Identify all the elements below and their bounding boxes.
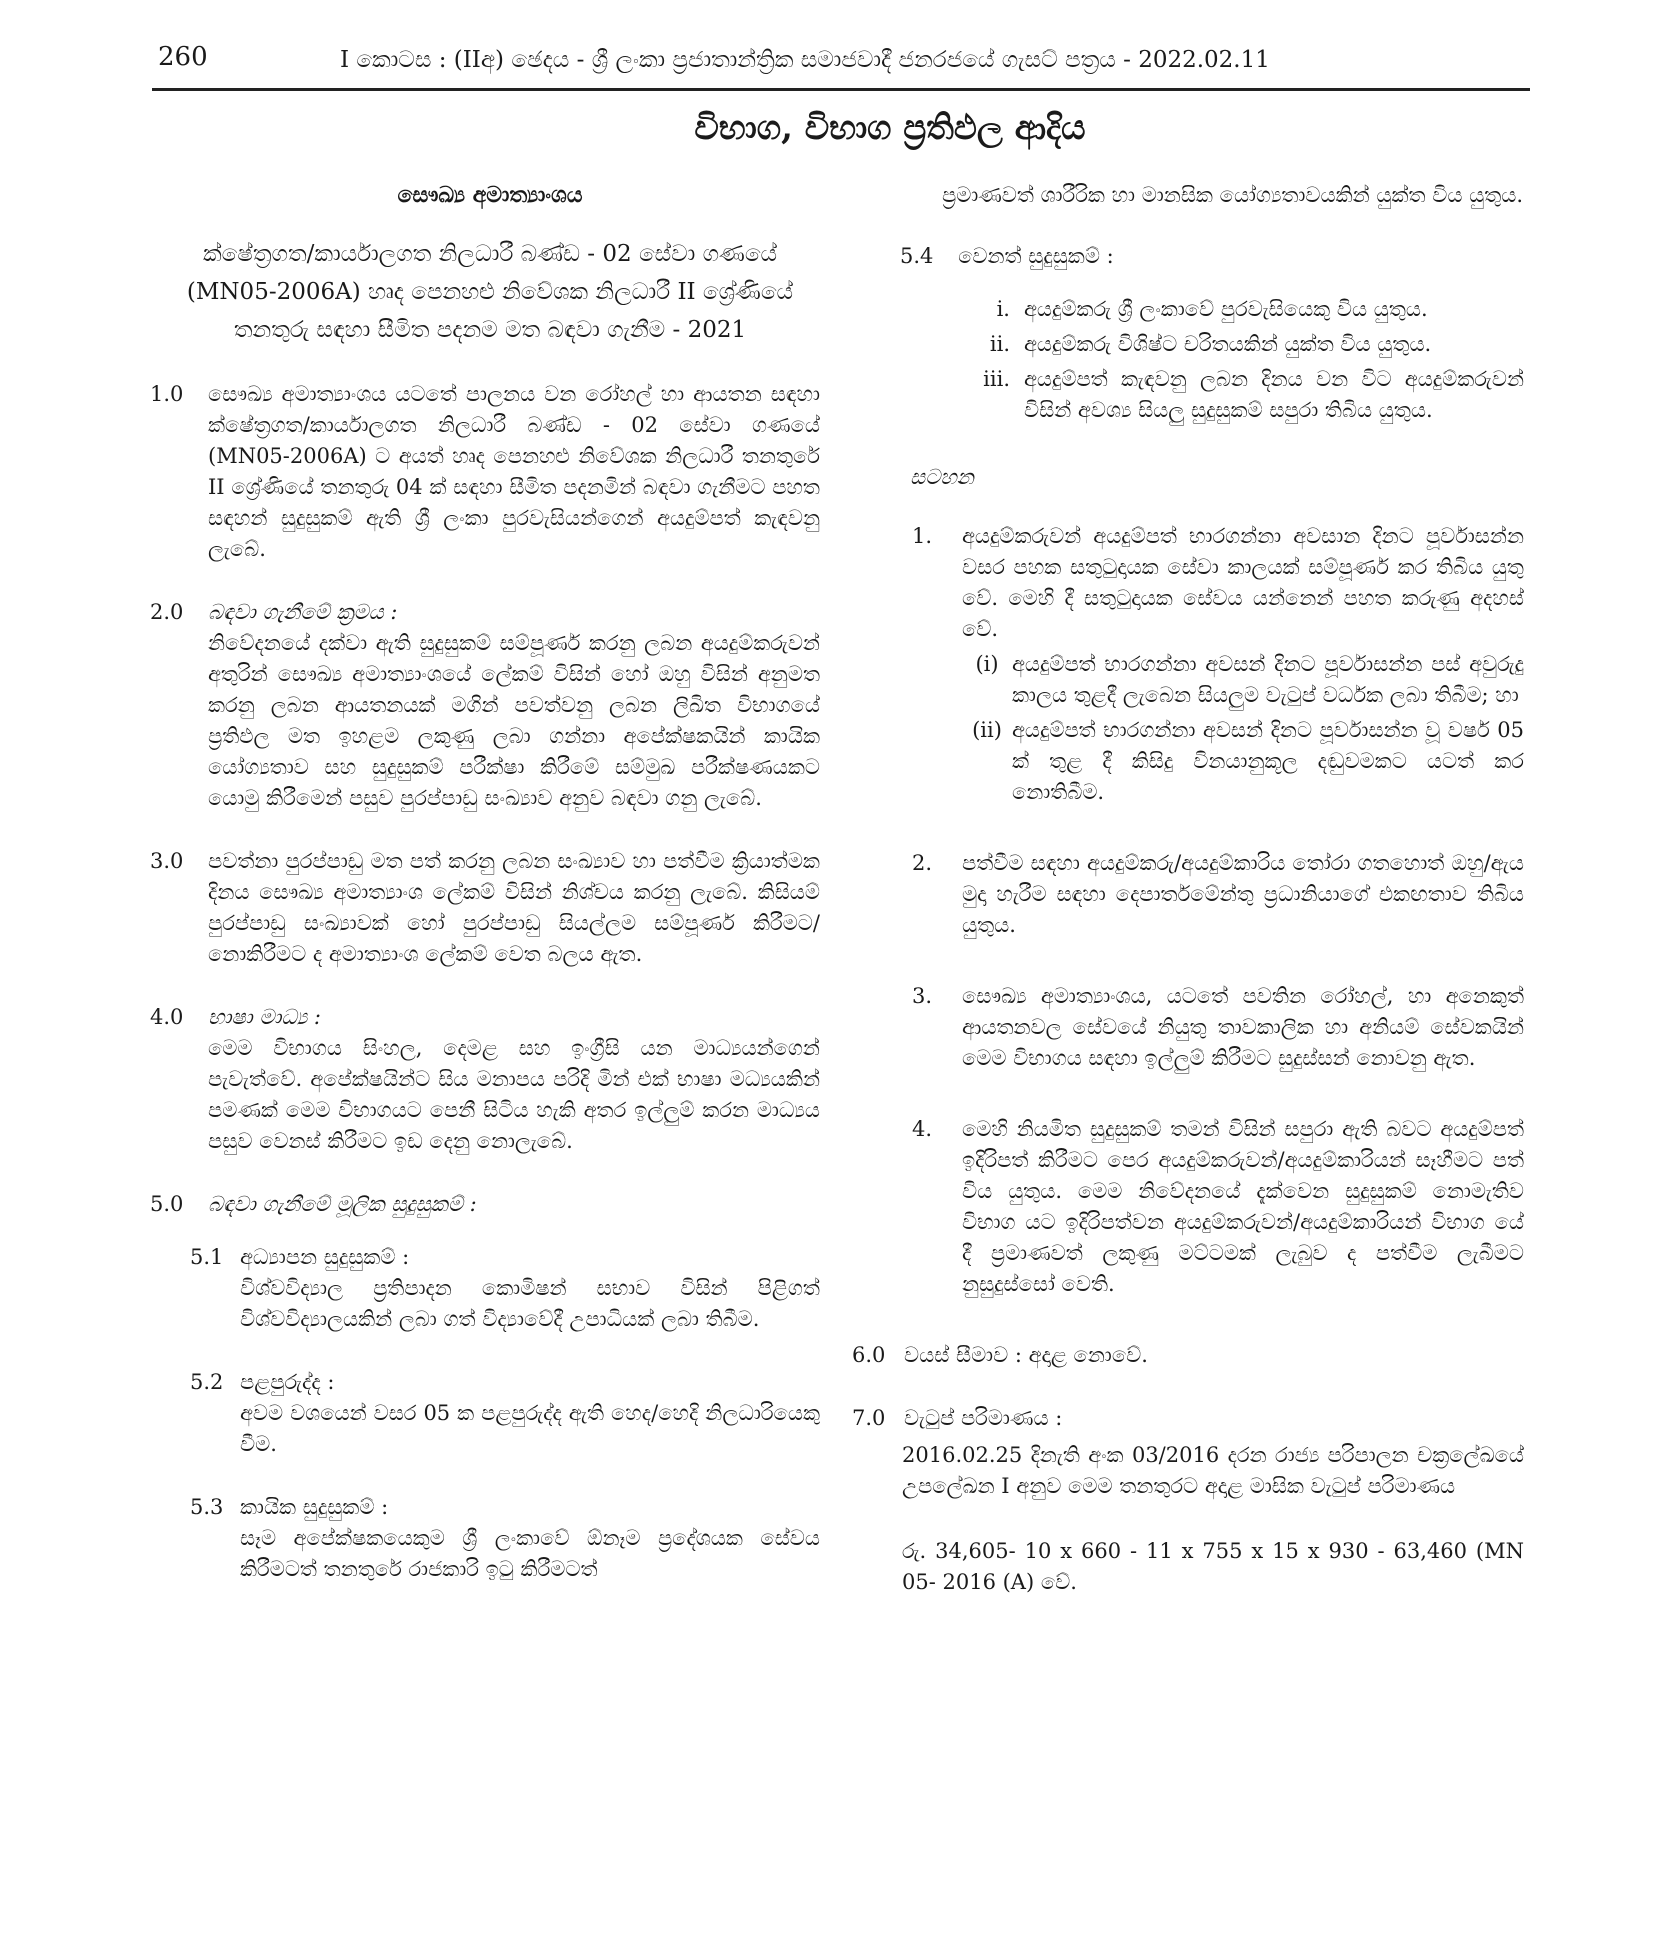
- list-numeral: i.: [996, 297, 1010, 321]
- note-text: අයදුම්කරුවන් අයදුම්පත් භාරගන්නා අවසාන දිනට පූර්වාසන්න වසර පහක සතුටුදායක සේවා කාලයක් සම්පූර්ණ කර තිබිය යුතු වේ. මෙහි දී සතුටුදායක සේවය යන්නෙන් පහත කරුණු අදහස් වේ.: [962, 524, 1524, 641]
- right-column: [852, 180, 1532, 1632]
- subitem-number: (ii): [972, 718, 1002, 742]
- salary-scale: රු. 34,605- 10 x 660 - 11 x 755 x 15 x 930 - 63,460 (MN 05- 2016 (A) වේ.: [902, 1539, 1524, 1594]
- note-number: 4.: [912, 1117, 933, 1141]
- para-label: බඳවා ගැනීමේ මූලික සුදුසුකම් :: [208, 1192, 477, 1216]
- note-text: සෞඛ්‍ය අමාත්‍යාංශය, යටතේ පවතින රෝහල්, හා අනෙකුත් ආයතනවල සේවයේ නියුතු තාවකාලික හා අනියම් සේවකයින් මෙම විභාගය සඳහා ඉල්ලුම් කිරීමට සුදුස්සන් නොවනු ඇත.: [962, 984, 1524, 1070]
- sub-heading: වෙනත් සුදුසුකම් :: [958, 244, 1114, 268]
- section-title: විභාග, විභාග ප්‍රතිඵල ආදිය: [694, 108, 1086, 148]
- note-4: [912, 1114, 1532, 1300]
- para-text: නිවේදනයේ දක්වා ඇති සුදුසුකම් සම්පූර්ණ කරනු ලබන අයදුම්කරුවන් අතුරින් සෞඛ්‍ය අමාත්‍යාංශයේ ලේකම් විසින් හෝ ඔහු විසින් අනුමත කරනු ලබන ආයතනයක් මගින් පවත්වනු ලබන ලිඛිත විභාගයේ ප්‍රතිඵල මත ඉහළම ලකුණු ලබා ගන්නා අපේක්ෂකයින් කායික යෝග්‍යතාව සහ සුදුසුකම් පරීක්ෂා කිරීමේ සම්මුඛ පරීක්ෂණයකට යොමු කිරීමෙන් පසුව පුරප්පාඩු සංඛ්‍යාව අනුව බඳවා ගනු ලැබේ.: [208, 631, 820, 810]
- list-item: [952, 364, 1532, 426]
- note-text: පත්වීම සඳහා අයදුම්කරු/අයදුම්කාරිය තෝරා ගතහොත් ඔහු/ඇය මුදා හැරීම සඳහා දෙපාර්තමේන්තු ප්‍රධානියාගේ එකඟතාව තිබිය යුතුය.: [962, 851, 1524, 937]
- list-text: අයදුම්කරු විශිෂ්ට චරිතයකින් යුක්ත විය යුතුය.: [1024, 332, 1432, 356]
- page-number: 260: [158, 42, 208, 72]
- note-subitem: [962, 649, 1524, 711]
- para-number: 1.0: [150, 382, 184, 406]
- sub-number: 5.4: [900, 244, 934, 268]
- note-2: [912, 848, 1532, 941]
- subsection-5-3: [190, 1492, 830, 1585]
- subitem-number: (i): [975, 652, 999, 676]
- para-label: භාෂා මාධ්‍ය :: [208, 1005, 321, 1029]
- note-number: 3.: [912, 984, 933, 1008]
- para-number: 5.0: [150, 1192, 184, 1216]
- list-numeral: iii.: [983, 367, 1010, 391]
- subitem-text: අයදුම්පත් භාරගන්නා අවසන් දිනට පූර්වාසන්න වූ වර්ෂ 05 ක් තුළ දී කිසිදු විනයානුකූල දඬුවමකට යටත් කර නොතිබීම.: [1012, 718, 1524, 804]
- para-text: 2016.02.25 දිනැති අංක 03/2016 දරන රාජ්‍ය පරිපාලන චක්‍රලේඛයේ උපලේඛන I අනුව මෙම තනතුරට අදාළ මාසික වැටුප් පරිමාණය: [902, 1443, 1524, 1498]
- paragraph-1: [150, 379, 830, 565]
- ministry-title: සෞඛ්‍ය අමාත්‍යාංශය: [397, 182, 583, 208]
- para-text: මෙම විභාගය සිංහල, දෙමළ සහ ඉංග්‍රීසි යන මාධ්‍යයන්ගෙන් පැවැත්වේ. අපේක්ෂයින්ට සිය මනාපය පරිදි මින් එක් භාෂා මධ්‍යයකින් පමණක් මෙම විභාගයට පෙනී සිටිය හැකි අතර ඉල්ලුම් කරන මාධ්‍යය පසුව වෙනස් කිරීමට ඉඩ දෙනු නොලැබේ.: [208, 1036, 820, 1153]
- para-number: 7.0: [852, 1406, 886, 1430]
- paragraph-5: [150, 1189, 830, 1220]
- sub-heading: කායික සුදුසුකම් :: [240, 1495, 389, 1519]
- para-number: 3.0: [150, 849, 184, 873]
- para-text: පවත්නා පුරප්පාඩු මත පත් කරනු ලබන සංඛ්‍යාව හා පත්වීම ක්‍රියාත්මක දිනය සෞඛ්‍ය අමාත්‍යාංශ ලේකම් විසින් නිශ්චය කරනු ලැබේ. කිසියම් පුරප්පාඩු සංඛ්‍යාවක් හෝ පුරප්පාඩු සියල්ලම සම්පූර්ණ කිරීමට/නොකිරීමට ද අමාත්‍යාංශ ලේකම් වෙත බලය ඇත.: [208, 849, 820, 966]
- sub-number: 5.3: [190, 1495, 224, 1519]
- para-heading: වැටුප් පරිමාණය :: [904, 1406, 1063, 1430]
- paragraph-2: [150, 597, 830, 814]
- sub-number: 5.1: [190, 1245, 224, 1269]
- subitem-text: අයදුම්පත් භාරගන්නා අවසන් දිනට පූර්වාසන්න පස් අවුරුදු කාලය තුළදී ලැබෙන සියලුම වැටුප් වර්ධක ලබා තිබීම; හා: [1012, 652, 1524, 707]
- list-numeral: ii.: [989, 332, 1010, 356]
- sub-heading: පළපුරුද්ද :: [240, 1370, 335, 1394]
- sub-text: විශ්වවිද්‍යාල ප්‍රතිපාදන කොමිෂන් සභාව විසින් පිළිගත් විශ්වවිද්‍යාලයකින් ලබා ගත් විද්‍යාවේදී උපාධියක් ලබා තිබීම.: [240, 1276, 820, 1331]
- left-column: [150, 180, 830, 1585]
- list-item: [952, 329, 1532, 360]
- list-text: අයදුම්පත් කැඳවනු ලබන දිනය වන විට අයදුම්කරුවන් විසින් අවශ්‍ය සියලු සුදුසුකම් සපුරා තිබිය යුතුය.: [1024, 367, 1524, 422]
- list-item: [952, 294, 1532, 325]
- paragraph-4: [150, 1002, 830, 1157]
- notes-heading: සටහන: [910, 465, 974, 489]
- paragraph-7: [852, 1403, 1532, 1434]
- note-text: මෙහි නියමිත සුදුසුකම් තමන් විසින් සපුරා ඇති බවට අයදුම්පත් ඉදිරිපත් කිරීමට පෙර අයදුම්කරුවන්/අයදුම්කාරියන් සෑහීමට පත් විය යුතුය. මෙම නිවේදනයේ දැක්වෙන සුදුසුකම් නොමැතිව විභාග යට ඉදිරිපත්වන අයදුම්කරුවන්/අයදුම්කාරියන් විභාග යේ දී ප්‍රමාණවත් ලකුණු මට්ටමක් ලැබුව ද පත්වීම ලැබීමට නුසුදුස්සෝ වෙති.: [962, 1117, 1524, 1296]
- gazette-header-title: I කොටස : (IIඅ) ඡෙදය - ශ්‍රී ලංකා ප්‍රජාතාන්ත්‍රික සමාජවාදී ජනරජයේ ගැසට් පත්‍රය - 2022.02.11: [340, 47, 1270, 73]
- sub-heading: අධ්‍යාපන සුදුසුකම් :: [240, 1245, 410, 1269]
- note-subitem: [962, 715, 1524, 808]
- para-label: බඳවා ගැනීමේ ක්‍රමය :: [208, 600, 398, 624]
- subsection-5-4: [900, 241, 1532, 272]
- para-text: වයස් සීමාව : අදාළ නොවේ.: [904, 1343, 1148, 1367]
- sub-number: 5.2: [190, 1370, 224, 1394]
- para-number: 2.0: [150, 600, 184, 624]
- subsection-5-2: [190, 1367, 830, 1460]
- subsection-5-1: [190, 1242, 830, 1335]
- para-text: සෞඛ්‍ය අමාත්‍යාංශය යටතේ පාලනය වන රෝහල් හා ආයතන සඳහා ක්ෂේත්‍රගත/කාර්යාලගත නිලධාරී බණ්ඩ - 02 සේවා ගණයේ (MN05-2006A) ට අයත් හෘද පෙනහළු නිවේශක නිලධාරී තනතුරේ II ශ්‍රේණියේ තනතුරු 04 ක් සඳහා සීමිත පදනමින් බඳවා ගැනීමට පහත සඳහන් සුදුසුකම් ඇති ශ්‍රී ලංකා පුරවැසියන්ගෙන් අයදුම්පත් කැඳවනු ලැබේ.: [208, 382, 820, 561]
- notice-subtitle: ක්ෂේත්‍රගත/කාර්යාලගත නිලධාරී බණ්ඩ - 02 සේවා ගණයේ (MN05-2006A) හෘද පෙනහළු නිවේශක නිලධාරී II ශ්‍රේණියේ තනතුරු සඳහා සීමිත පදනම මත බඳවා ගැනීම - 2021: [186, 241, 794, 343]
- para-number: 6.0: [852, 1343, 886, 1367]
- paragraph-6: [852, 1340, 1532, 1371]
- note-1: [912, 521, 1532, 808]
- continued-text: ප්‍රමාණවත් ශාරීරික හා මානසික යෝග්‍යතාවයකින් යුක්ත විය යුතුය.: [942, 183, 1524, 207]
- header-rule: [152, 88, 1530, 91]
- note-number: 2.: [912, 851, 933, 875]
- list-text: අයදුම්කරු ශ්‍රී ලංකාවේ පුරවැසියෙකු විය යුතුය.: [1024, 297, 1428, 321]
- paragraph-3: [150, 846, 830, 970]
- sub-text: සෑම අපේක්ෂකයෙකුම ශ්‍රී ලංකාවේ ඕනෑම ප්‍රදේශයක සේවය කිරීමටත් තනතුරේ රාජකාරි ඉටු කිරීමටත්: [240, 1526, 820, 1581]
- note-3: [912, 981, 1532, 1074]
- sub-text: අවම වශයෙන් වසර 05 ක පළපුරුද්ද ඇති හෙද/හෙදි නිලධාරියෙකු වීම.: [240, 1401, 820, 1456]
- note-number: 1.: [912, 524, 933, 548]
- para-number: 4.0: [150, 1005, 184, 1029]
